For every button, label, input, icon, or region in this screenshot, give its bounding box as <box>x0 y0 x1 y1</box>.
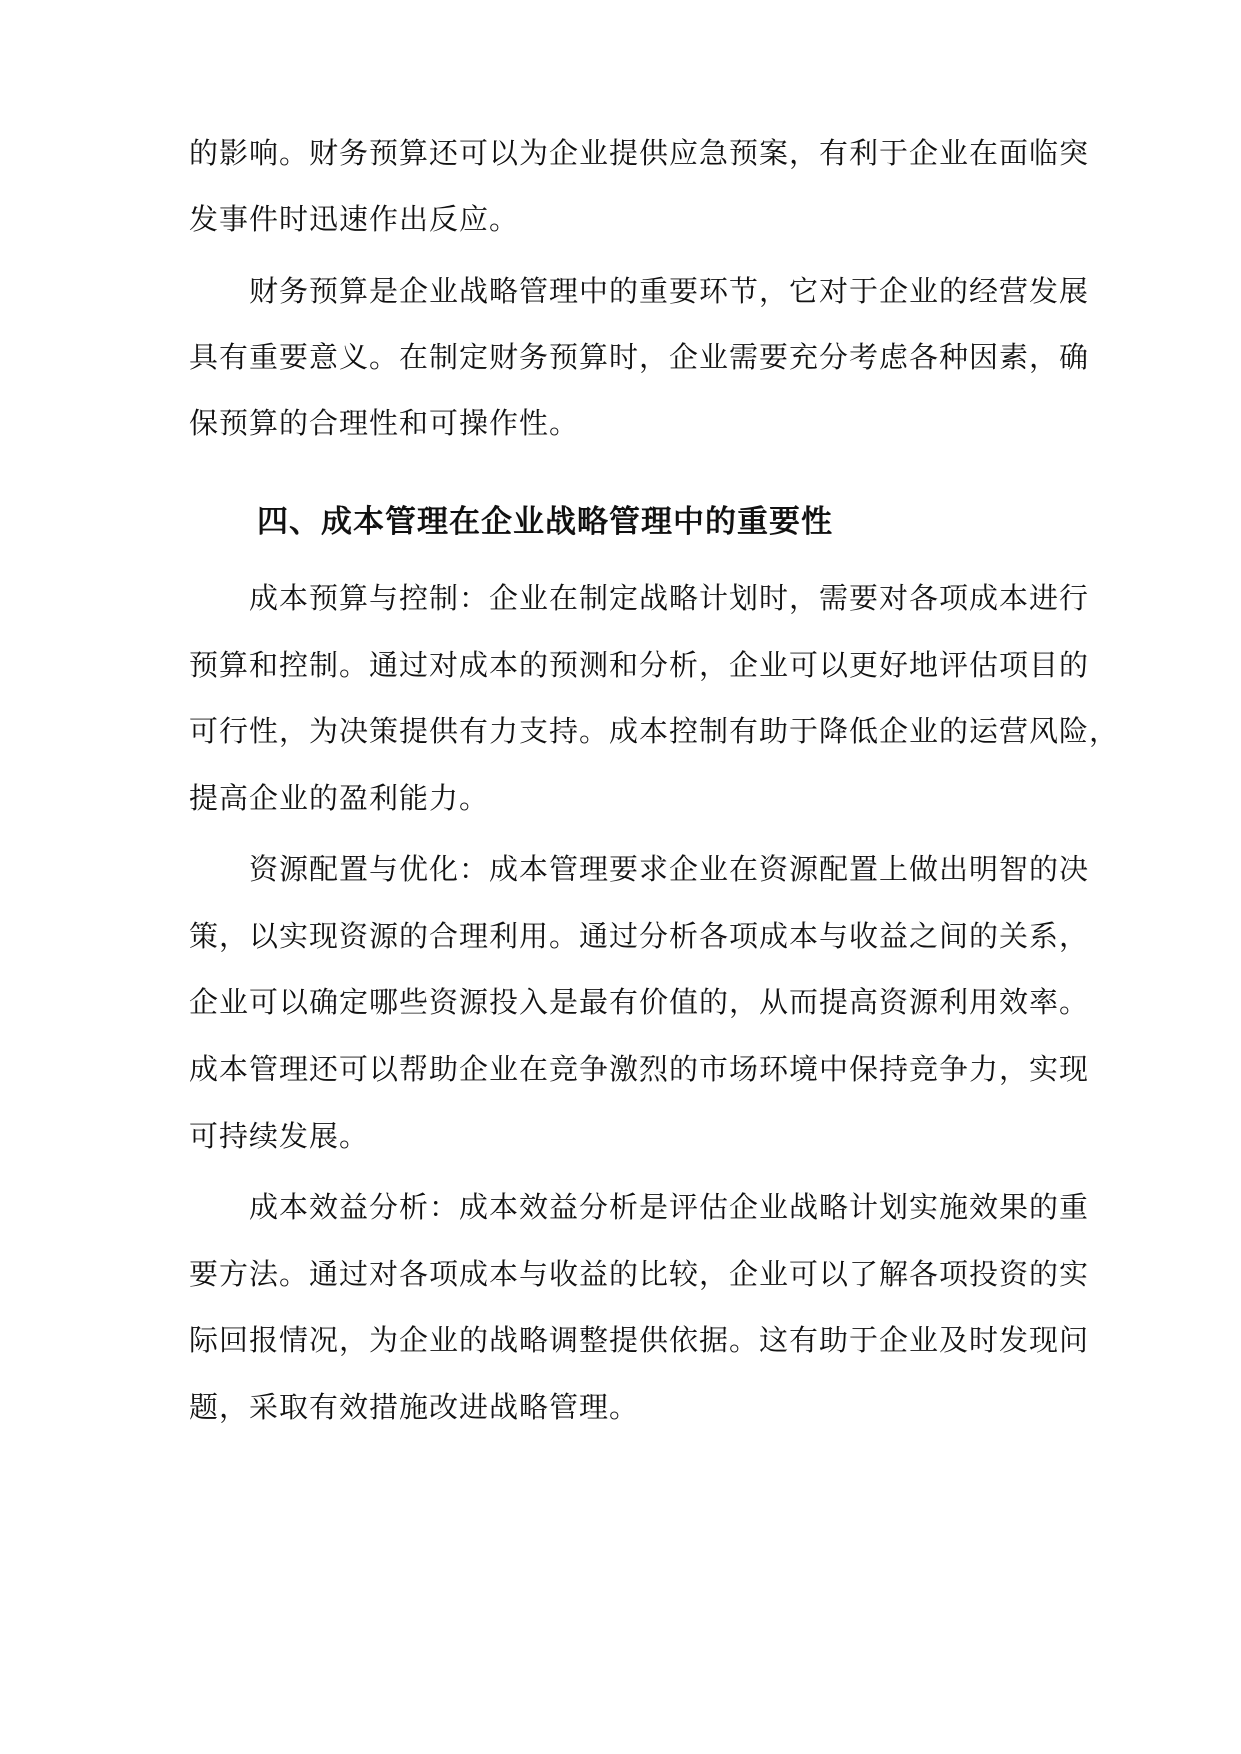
paragraph-line: 可行性，为决策提供有力支持。成本控制有助于降低企业的运营风险， <box>189 714 1120 748</box>
paragraph-line: 财务预算是企业战略管理中的重要环节，它对于企业的经营发展 <box>189 274 1090 308</box>
paragraph-line: 保预算的合理性和可操作性。 <box>189 406 580 440</box>
paragraph-line: 企业可以确定哪些资源投入是最有价值的，从而提高资源利用效率。 <box>189 985 1090 1019</box>
paragraph-line: 预算和控制。通过对成本的预测和分析，企业可以更好地评估项目的 <box>189 648 1090 682</box>
paragraph-line: 的影响。财务预算还可以为企业提供应急预案，有利于企业在面临突 <box>189 136 1090 170</box>
paragraph-line: 可持续发展。 <box>189 1119 370 1153</box>
paragraph-line: 提高企业的盈利能力。 <box>189 781 490 815</box>
paragraph-line: 题，采取有效措施改进战略管理。 <box>189 1390 640 1424</box>
paragraph-line: 发事件时迅速作出反应。 <box>189 202 520 236</box>
paragraph-line: 具有重要意义。在制定财务预算时，企业需要充分考虑各种因素，确 <box>189 340 1090 374</box>
paragraph-line: 成本效益分析：成本效益分析是评估企业战略计划实施效果的重 <box>189 1190 1090 1224</box>
paragraph-line: 际回报情况，为企业的战略调整提供依据。这有助于企业及时发现问 <box>189 1323 1090 1357</box>
paragraph-line: 成本管理还可以帮助企业在竞争激烈的市场环境中保持竞争力，实现 <box>189 1052 1090 1086</box>
paragraph-line: 成本预算与控制：企业在制定战略计划时，需要对各项成本进行 <box>189 581 1090 615</box>
paragraph-line: 要方法。通过对各项成本与收益的比较，企业可以了解各项投资的实 <box>189 1257 1090 1291</box>
section-heading: 四、成本管理在企业战略管理中的重要性 <box>257 504 833 540</box>
paragraph-line: 资源配置与优化：成本管理要求企业在资源配置上做出明智的决 <box>189 852 1090 886</box>
paragraph-line: 策，以实现资源的合理利用。通过分析各项成本与收益之间的关系， <box>189 919 1090 953</box>
